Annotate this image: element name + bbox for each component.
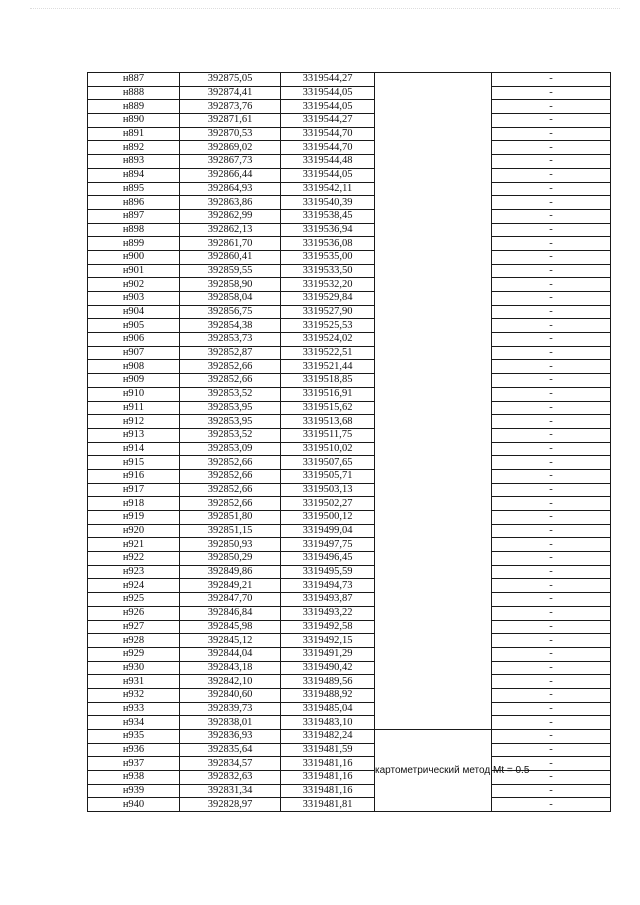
point-name-cell: н936 bbox=[88, 743, 180, 757]
x-coordinate-cell: 392853,95 bbox=[180, 401, 281, 415]
mark-cell: - bbox=[492, 360, 611, 374]
table-row bbox=[88, 155, 611, 169]
y-coordinate-cell: 3319481,81 bbox=[281, 798, 375, 812]
table-row bbox=[88, 647, 611, 661]
y-coordinate-cell: 3319542,11 bbox=[281, 182, 375, 196]
table-row bbox=[88, 634, 611, 648]
y-coordinate-cell: 3319521,44 bbox=[281, 360, 375, 374]
x-coordinate-cell: 392828,97 bbox=[180, 798, 281, 812]
table-row bbox=[88, 168, 611, 182]
x-coordinate-cell: 392873,76 bbox=[180, 100, 281, 114]
y-coordinate-cell: 3319525,53 bbox=[281, 319, 375, 333]
table-row bbox=[88, 784, 611, 798]
x-coordinate-cell: 392851,15 bbox=[180, 524, 281, 538]
mark-cell: - bbox=[492, 333, 611, 347]
table-row bbox=[88, 209, 611, 223]
mark-cell: - bbox=[492, 374, 611, 388]
x-coordinate-cell: 392845,98 bbox=[180, 620, 281, 634]
x-coordinate-cell: 392852,66 bbox=[180, 456, 281, 470]
y-coordinate-cell: 3319536,94 bbox=[281, 223, 375, 237]
mark-cell: - bbox=[492, 127, 611, 141]
x-coordinate-cell: 392861,70 bbox=[180, 237, 281, 251]
mark-cell: - bbox=[492, 401, 611, 415]
y-coordinate-cell: 3319505,71 bbox=[281, 469, 375, 483]
y-coordinate-cell: 3319503,13 bbox=[281, 483, 375, 497]
mark-cell: - bbox=[492, 647, 611, 661]
x-coordinate-cell: 392835,64 bbox=[180, 743, 281, 757]
x-coordinate-cell: 392875,05 bbox=[180, 73, 281, 87]
x-coordinate-cell: 392869,02 bbox=[180, 141, 281, 155]
y-coordinate-cell: 3319529,84 bbox=[281, 292, 375, 306]
method-cell-empty bbox=[375, 73, 492, 730]
x-coordinate-cell: 392867,73 bbox=[180, 155, 281, 169]
point-name-cell: н901 bbox=[88, 264, 180, 278]
table-row bbox=[88, 456, 611, 470]
table-row bbox=[88, 661, 611, 675]
point-name-cell: н898 bbox=[88, 223, 180, 237]
table-row bbox=[88, 469, 611, 483]
table-row bbox=[88, 552, 611, 566]
x-coordinate-cell: 392844,04 bbox=[180, 647, 281, 661]
table-row bbox=[88, 250, 611, 264]
y-coordinate-cell: 3319492,15 bbox=[281, 634, 375, 648]
y-coordinate-cell: 3319499,04 bbox=[281, 524, 375, 538]
table-row bbox=[88, 415, 611, 429]
point-name-cell: н937 bbox=[88, 757, 180, 771]
mark-cell: - bbox=[492, 223, 611, 237]
table-row bbox=[88, 114, 611, 128]
point-name-cell: н918 bbox=[88, 497, 180, 511]
y-coordinate-cell: 3319488,92 bbox=[281, 688, 375, 702]
point-name-cell: н920 bbox=[88, 524, 180, 538]
x-coordinate-cell: 392852,66 bbox=[180, 497, 281, 511]
point-name-cell: н939 bbox=[88, 784, 180, 798]
point-name-cell: н902 bbox=[88, 278, 180, 292]
x-coordinate-cell: 392832,63 bbox=[180, 771, 281, 785]
y-coordinate-cell: 3319524,02 bbox=[281, 333, 375, 347]
mark-cell: - bbox=[492, 73, 611, 87]
mark-cell: - bbox=[492, 428, 611, 442]
y-coordinate-cell: 3319544,48 bbox=[281, 155, 375, 169]
mark-cell: - bbox=[492, 264, 611, 278]
point-name-cell: н888 bbox=[88, 86, 180, 100]
table-row bbox=[88, 730, 611, 744]
point-name-cell: н922 bbox=[88, 552, 180, 566]
method-note-cell: картометрический метод Mt = 0.5 bbox=[375, 730, 492, 812]
table-row bbox=[88, 702, 611, 716]
y-coordinate-cell: 3319495,59 bbox=[281, 565, 375, 579]
mark-cell: - bbox=[492, 730, 611, 744]
y-coordinate-cell: 3319481,16 bbox=[281, 771, 375, 785]
point-name-cell: н928 bbox=[88, 634, 180, 648]
y-coordinate-cell: 3319532,20 bbox=[281, 278, 375, 292]
point-name-cell: н933 bbox=[88, 702, 180, 716]
scan-artifact-line bbox=[30, 8, 620, 13]
mark-cell: - bbox=[492, 86, 611, 100]
table-row bbox=[88, 511, 611, 525]
table-row bbox=[88, 716, 611, 730]
x-coordinate-cell: 392863,86 bbox=[180, 196, 281, 210]
point-name-cell: н894 bbox=[88, 168, 180, 182]
point-name-cell: н914 bbox=[88, 442, 180, 456]
x-coordinate-cell: 392853,95 bbox=[180, 415, 281, 429]
y-coordinate-cell: 3319544,05 bbox=[281, 168, 375, 182]
y-coordinate-cell: 3319491,29 bbox=[281, 647, 375, 661]
y-coordinate-cell: 3319490,42 bbox=[281, 661, 375, 675]
table-row bbox=[88, 346, 611, 360]
x-coordinate-cell: 392853,52 bbox=[180, 387, 281, 401]
table-row bbox=[88, 757, 611, 771]
table-row bbox=[88, 771, 611, 785]
point-name-cell: н896 bbox=[88, 196, 180, 210]
table-row bbox=[88, 182, 611, 196]
mark-cell: - bbox=[492, 620, 611, 634]
point-name-cell: н913 bbox=[88, 428, 180, 442]
y-coordinate-cell: 3319544,05 bbox=[281, 100, 375, 114]
table-row bbox=[88, 237, 611, 251]
table-row bbox=[88, 442, 611, 456]
point-name-cell: н890 bbox=[88, 114, 180, 128]
mark-cell: - bbox=[492, 634, 611, 648]
x-coordinate-cell: 392852,66 bbox=[180, 469, 281, 483]
coordinates-table-body bbox=[88, 73, 611, 812]
point-name-cell: н906 bbox=[88, 333, 180, 347]
x-coordinate-cell: 392853,09 bbox=[180, 442, 281, 456]
y-coordinate-cell: 3319544,27 bbox=[281, 73, 375, 87]
y-coordinate-cell: 3319481,16 bbox=[281, 757, 375, 771]
mark-cell: - bbox=[492, 346, 611, 360]
point-name-cell: н915 bbox=[88, 456, 180, 470]
x-coordinate-cell: 392842,10 bbox=[180, 675, 281, 689]
point-name-cell: н895 bbox=[88, 182, 180, 196]
y-coordinate-cell: 3319481,59 bbox=[281, 743, 375, 757]
point-name-cell: н893 bbox=[88, 155, 180, 169]
x-coordinate-cell: 392852,66 bbox=[180, 360, 281, 374]
y-coordinate-cell: 3319522,51 bbox=[281, 346, 375, 360]
y-coordinate-cell: 3319481,16 bbox=[281, 784, 375, 798]
x-coordinate-cell: 392859,55 bbox=[180, 264, 281, 278]
y-coordinate-cell: 3319518,85 bbox=[281, 374, 375, 388]
x-coordinate-cell: 392845,12 bbox=[180, 634, 281, 648]
table-row bbox=[88, 688, 611, 702]
mark-cell: - bbox=[492, 757, 611, 771]
mark-cell: - bbox=[492, 798, 611, 812]
mark-cell: - bbox=[492, 100, 611, 114]
table-row bbox=[88, 141, 611, 155]
table-row bbox=[88, 374, 611, 388]
mark-cell: - bbox=[492, 292, 611, 306]
table-row bbox=[88, 196, 611, 210]
point-name-cell: н924 bbox=[88, 579, 180, 593]
mark-cell: - bbox=[492, 278, 611, 292]
point-name-cell: н926 bbox=[88, 606, 180, 620]
point-name-cell: н905 bbox=[88, 319, 180, 333]
x-coordinate-cell: 392874,41 bbox=[180, 86, 281, 100]
table-row bbox=[88, 319, 611, 333]
point-name-cell: н917 bbox=[88, 483, 180, 497]
mark-cell: - bbox=[492, 579, 611, 593]
point-name-cell: н899 bbox=[88, 237, 180, 251]
point-name-cell: н935 bbox=[88, 730, 180, 744]
x-coordinate-cell: 392846,84 bbox=[180, 606, 281, 620]
table-row bbox=[88, 387, 611, 401]
table-row bbox=[88, 278, 611, 292]
table-row bbox=[88, 579, 611, 593]
y-coordinate-cell: 3319485,04 bbox=[281, 702, 375, 716]
x-coordinate-cell: 392836,93 bbox=[180, 730, 281, 744]
mark-cell: - bbox=[492, 237, 611, 251]
table-row bbox=[88, 620, 611, 634]
point-name-cell: н927 bbox=[88, 620, 180, 634]
x-coordinate-cell: 392849,86 bbox=[180, 565, 281, 579]
point-name-cell: н908 bbox=[88, 360, 180, 374]
mark-cell: - bbox=[492, 319, 611, 333]
point-name-cell: н923 bbox=[88, 565, 180, 579]
point-name-cell: н930 bbox=[88, 661, 180, 675]
point-name-cell: н916 bbox=[88, 469, 180, 483]
y-coordinate-cell: 3319540,39 bbox=[281, 196, 375, 210]
table-row bbox=[88, 428, 611, 442]
y-coordinate-cell: 3319494,73 bbox=[281, 579, 375, 593]
table-row bbox=[88, 497, 611, 511]
x-coordinate-cell: 392843,18 bbox=[180, 661, 281, 675]
x-coordinate-cell: 392862,99 bbox=[180, 209, 281, 223]
mark-cell: - bbox=[492, 743, 611, 757]
point-name-cell: н904 bbox=[88, 305, 180, 319]
point-name-cell: н934 bbox=[88, 716, 180, 730]
point-name-cell: н912 bbox=[88, 415, 180, 429]
y-coordinate-cell: 3319511,75 bbox=[281, 428, 375, 442]
point-name-cell: н887 bbox=[88, 73, 180, 87]
y-coordinate-cell: 3319533,50 bbox=[281, 264, 375, 278]
y-coordinate-cell: 3319516,91 bbox=[281, 387, 375, 401]
point-name-cell: н911 bbox=[88, 401, 180, 415]
x-coordinate-cell: 392852,66 bbox=[180, 374, 281, 388]
mark-cell: - bbox=[492, 250, 611, 264]
table-row bbox=[88, 798, 611, 812]
mark-cell: - bbox=[492, 552, 611, 566]
mark-cell: - bbox=[492, 182, 611, 196]
table-row bbox=[88, 606, 611, 620]
mark-cell: - bbox=[492, 702, 611, 716]
point-name-cell: н932 bbox=[88, 688, 180, 702]
x-coordinate-cell: 392853,52 bbox=[180, 428, 281, 442]
table-row bbox=[88, 565, 611, 579]
mark-cell: - bbox=[492, 155, 611, 169]
x-coordinate-cell: 392853,73 bbox=[180, 333, 281, 347]
mark-cell: - bbox=[492, 538, 611, 552]
x-coordinate-cell: 392854,38 bbox=[180, 319, 281, 333]
y-coordinate-cell: 3319507,65 bbox=[281, 456, 375, 470]
y-coordinate-cell: 3319527,90 bbox=[281, 305, 375, 319]
mark-cell: - bbox=[492, 593, 611, 607]
x-coordinate-cell: 392871,61 bbox=[180, 114, 281, 128]
mark-cell: - bbox=[492, 168, 611, 182]
mark-cell: - bbox=[492, 784, 611, 798]
y-coordinate-cell: 3319510,02 bbox=[281, 442, 375, 456]
mark-cell: - bbox=[492, 305, 611, 319]
point-name-cell: н907 bbox=[88, 346, 180, 360]
y-coordinate-cell: 3319513,68 bbox=[281, 415, 375, 429]
mark-cell: - bbox=[492, 716, 611, 730]
mark-cell: - bbox=[492, 114, 611, 128]
table-row bbox=[88, 333, 611, 347]
x-coordinate-cell: 392850,29 bbox=[180, 552, 281, 566]
table-row bbox=[88, 593, 611, 607]
x-coordinate-cell: 392831,34 bbox=[180, 784, 281, 798]
mark-cell: - bbox=[492, 483, 611, 497]
table-row bbox=[88, 127, 611, 141]
point-name-cell: н889 bbox=[88, 100, 180, 114]
x-coordinate-cell: 392852,87 bbox=[180, 346, 281, 360]
y-coordinate-cell: 3319536,08 bbox=[281, 237, 375, 251]
y-coordinate-cell: 3319544,05 bbox=[281, 86, 375, 100]
table-row bbox=[88, 264, 611, 278]
y-coordinate-cell: 3319493,87 bbox=[281, 593, 375, 607]
table-row bbox=[88, 675, 611, 689]
y-coordinate-cell: 3319535,00 bbox=[281, 250, 375, 264]
x-coordinate-cell: 392849,21 bbox=[180, 579, 281, 593]
x-coordinate-cell: 392870,53 bbox=[180, 127, 281, 141]
y-coordinate-cell: 3319483,10 bbox=[281, 716, 375, 730]
y-coordinate-cell: 3319493,22 bbox=[281, 606, 375, 620]
mark-cell: - bbox=[492, 469, 611, 483]
x-coordinate-cell: 392838,01 bbox=[180, 716, 281, 730]
table-row bbox=[88, 223, 611, 237]
point-name-cell: н892 bbox=[88, 141, 180, 155]
table-row bbox=[88, 305, 611, 319]
mark-cell: - bbox=[492, 415, 611, 429]
table-row bbox=[88, 743, 611, 757]
x-coordinate-cell: 392851,80 bbox=[180, 511, 281, 525]
table-row bbox=[88, 524, 611, 538]
mark-cell: - bbox=[492, 565, 611, 579]
point-name-cell: н925 bbox=[88, 593, 180, 607]
y-coordinate-cell: 3319500,12 bbox=[281, 511, 375, 525]
x-coordinate-cell: 392858,04 bbox=[180, 292, 281, 306]
table-row bbox=[88, 73, 611, 87]
point-name-cell: н921 bbox=[88, 538, 180, 552]
x-coordinate-cell: 392864,93 bbox=[180, 182, 281, 196]
x-coordinate-cell: 392852,66 bbox=[180, 483, 281, 497]
x-coordinate-cell: 392856,75 bbox=[180, 305, 281, 319]
y-coordinate-cell: 3319538,45 bbox=[281, 209, 375, 223]
mark-cell: - bbox=[492, 387, 611, 401]
mark-cell: - bbox=[492, 771, 611, 785]
y-coordinate-cell: 3319515,62 bbox=[281, 401, 375, 415]
x-coordinate-cell: 392839,73 bbox=[180, 702, 281, 716]
point-name-cell: н903 bbox=[88, 292, 180, 306]
point-name-cell: н938 bbox=[88, 771, 180, 785]
y-coordinate-cell: 3319492,58 bbox=[281, 620, 375, 634]
mark-cell: - bbox=[492, 511, 611, 525]
point-name-cell: н897 bbox=[88, 209, 180, 223]
x-coordinate-cell: 392858,90 bbox=[180, 278, 281, 292]
x-coordinate-cell: 392834,57 bbox=[180, 757, 281, 771]
mark-cell: - bbox=[492, 442, 611, 456]
y-coordinate-cell: 3319544,70 bbox=[281, 141, 375, 155]
mark-cell: - bbox=[492, 497, 611, 511]
x-coordinate-cell: 392860,41 bbox=[180, 250, 281, 264]
mark-cell: - bbox=[492, 456, 611, 470]
table-row bbox=[88, 292, 611, 306]
table-row bbox=[88, 360, 611, 374]
point-name-cell: н910 bbox=[88, 387, 180, 401]
mark-cell: - bbox=[492, 196, 611, 210]
y-coordinate-cell: 3319482,24 bbox=[281, 730, 375, 744]
point-name-cell: н931 bbox=[88, 675, 180, 689]
mark-cell: - bbox=[492, 661, 611, 675]
mark-cell: - bbox=[492, 606, 611, 620]
table-row bbox=[88, 483, 611, 497]
y-coordinate-cell: 3319544,70 bbox=[281, 127, 375, 141]
point-name-cell: н891 bbox=[88, 127, 180, 141]
y-coordinate-cell: 3319489,56 bbox=[281, 675, 375, 689]
x-coordinate-cell: 392840,60 bbox=[180, 688, 281, 702]
y-coordinate-cell: 3319544,27 bbox=[281, 114, 375, 128]
table-row bbox=[88, 401, 611, 415]
x-coordinate-cell: 392847,70 bbox=[180, 593, 281, 607]
y-coordinate-cell: 3319502,27 bbox=[281, 497, 375, 511]
y-coordinate-cell: 3319496,45 bbox=[281, 552, 375, 566]
x-coordinate-cell: 392862,13 bbox=[180, 223, 281, 237]
point-name-cell: н900 bbox=[88, 250, 180, 264]
table-row bbox=[88, 100, 611, 114]
x-coordinate-cell: 392850,93 bbox=[180, 538, 281, 552]
mark-cell: - bbox=[492, 209, 611, 223]
mark-cell: - bbox=[492, 141, 611, 155]
table-row bbox=[88, 538, 611, 552]
mark-cell: - bbox=[492, 524, 611, 538]
point-name-cell: н919 bbox=[88, 511, 180, 525]
point-name-cell: н909 bbox=[88, 374, 180, 388]
mark-cell: - bbox=[492, 688, 611, 702]
table-row bbox=[88, 86, 611, 100]
point-name-cell: н929 bbox=[88, 647, 180, 661]
x-coordinate-cell: 392866,44 bbox=[180, 168, 281, 182]
y-coordinate-cell: 3319497,75 bbox=[281, 538, 375, 552]
mark-cell: - bbox=[492, 675, 611, 689]
coordinates-table bbox=[87, 72, 611, 812]
point-name-cell: н940 bbox=[88, 798, 180, 812]
